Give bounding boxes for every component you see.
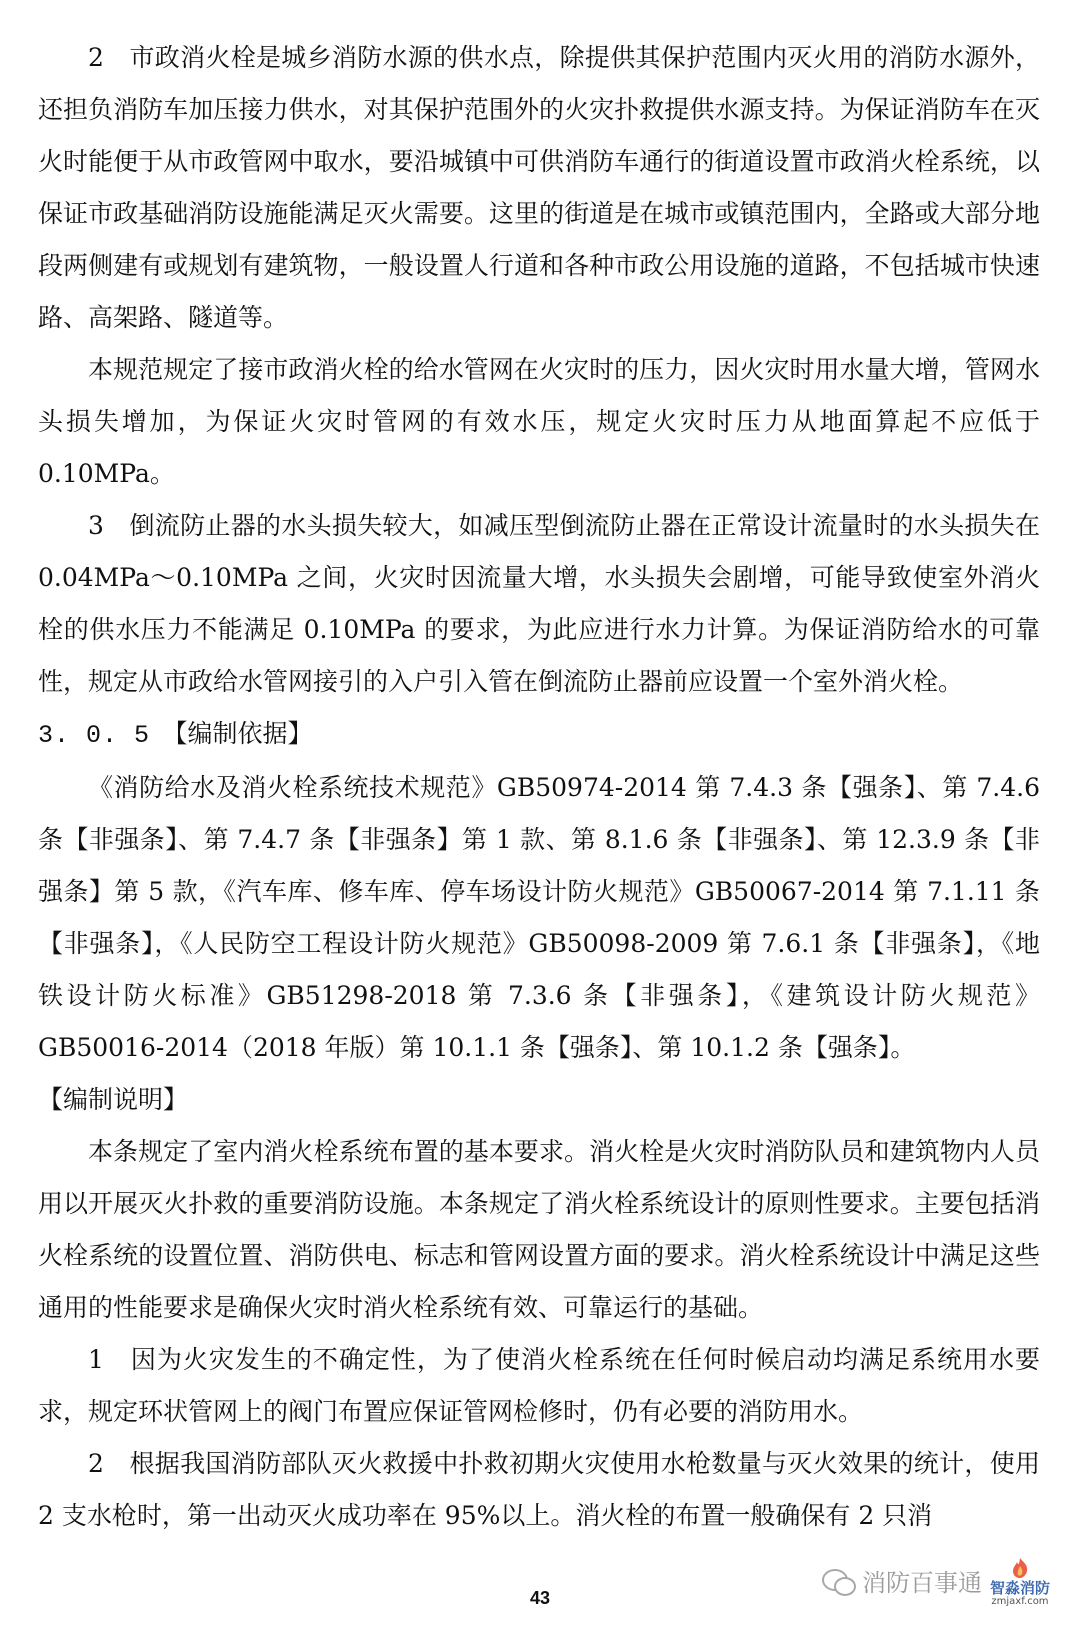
watermark-logo-name: 智淼消防 <box>989 1579 1050 1597</box>
logo-flame-icon <box>1005 1556 1035 1580</box>
watermark-account <box>822 1563 982 1598</box>
paragraph-pressure: 本规范规定了接市政消火栓的给水管网在火灾时的压力，因火灾时用水量大增，管网水头损失增加，为保证火灾时管网的有效水压，规定火灾时压力从地面算起不应低于 0.10MPa。 <box>38 355 1040 488</box>
clause-number: 3. 0. 5 <box>38 721 151 750</box>
clause-heading <box>38 708 1040 762</box>
explanation-heading: 【编制说明】 <box>38 1085 189 1114</box>
document-body <box>38 32 1040 1542</box>
watermark-logo <box>990 1556 1050 1608</box>
basis-heading: 【编制依据】 <box>175 719 313 748</box>
wechat-chat-icon <box>822 1567 856 1595</box>
explanation-item-2: 2 根据我国消防部队灭火救援中扑救初期火灾使用水枪数量与灭火效果的统计，使用 2 支水枪时，第一出动灭火成功率在 95%以上。消火栓的布置一般确保有 2 只消 <box>38 1449 1040 1530</box>
basis-text: 《消防给水及消火栓系统技术规范》GB50974-2014 第 7.4.3 条【强条】、第 7.4.6 条【非强条】、第 7.4.7 条【非强条】第 1 款、第 8.1.6 条【非强条】、第 12.3.9 条【非强条】第 5 款，《汽车库、修车库、停车场设计防火规范》GB50067-2014 第 7.1.11 条【非强条】，《人民防空工程设计防火规范》GB50098-2009 第 7.6.1 条【非强条】，《地铁设计防火标准》GB51298-2018 第 7.3.6 条【非强条】，《建筑设计防火规范》GB50016-2014（2018 年版）第 10.1.1 条【强条】、第 10.1.2 条【强条】。 <box>38 773 1040 1062</box>
explanation-item-1: 1 因为火灾发生的不确定性，为了使消火栓系统在任何时候启动均满足系统用水要求，规定环状管网上的阀门布置应保证管网检修时，仍有必要的消防用水。 <box>38 1345 1040 1426</box>
watermark-logo-url: zmjaxf.com <box>991 1596 1049 1607</box>
paragraph-backflow-preventer: 3 倒流防止器的水头损失较大，如减压型倒流防止器在正常设计流量时的水头损失在 0.04MPa～0.10MPa 之间，火灾时因流量大增，水头损失会剧增，可能导致使室外消火栓的供水压力不能满足 0.10MPa 的要求，为此应进行水力计算。为保证消防给水的可靠性，规定从市政给水管网接引的入户引入管在倒流防止器前应设置一个室外消火栓。 <box>38 511 1040 696</box>
watermark <box>822 1556 1050 1608</box>
paragraph-municipal-hydrant: 2 市政消火栓是城乡消防水源的供水点，除提供其保护范围内灭火用的消防水源外，还担负消防车加压接力供水，对其保护范围外的火灾扑救提供水源支持。为保证消防车在灭火时能便于从市政管网中取水，要沿城镇中可供消防车通行的街道设置市政消火栓系统，以保证市政基础消防设施能满足灭火需要。这里的街道是在城市或镇范围内，全路或大部分地段两侧建有或规划有建筑物，一般设置人行道和各种市政公用设施的道路，不包括城市快速路、高架路、隧道等。 <box>38 43 1040 332</box>
explanation-paragraph: 本条规定了室内消火栓系统布置的基本要求。消火栓是火灾时消防队员和建筑物内人员用以开展灭火扑救的重要消防设施。本条规定了消火栓系统设计的原则性要求。主要包括消火栓系统的设置位置、消防供电、标志和管网设置方面的要求。消火栓系统设计中满足这些通用的性能要求是确保火灾时消火栓系统有效、可靠运行的基础。 <box>38 1137 1040 1322</box>
watermark-account-name: 消防百事通 <box>861 1569 982 1597</box>
page-number: 43 <box>529 1588 551 1608</box>
